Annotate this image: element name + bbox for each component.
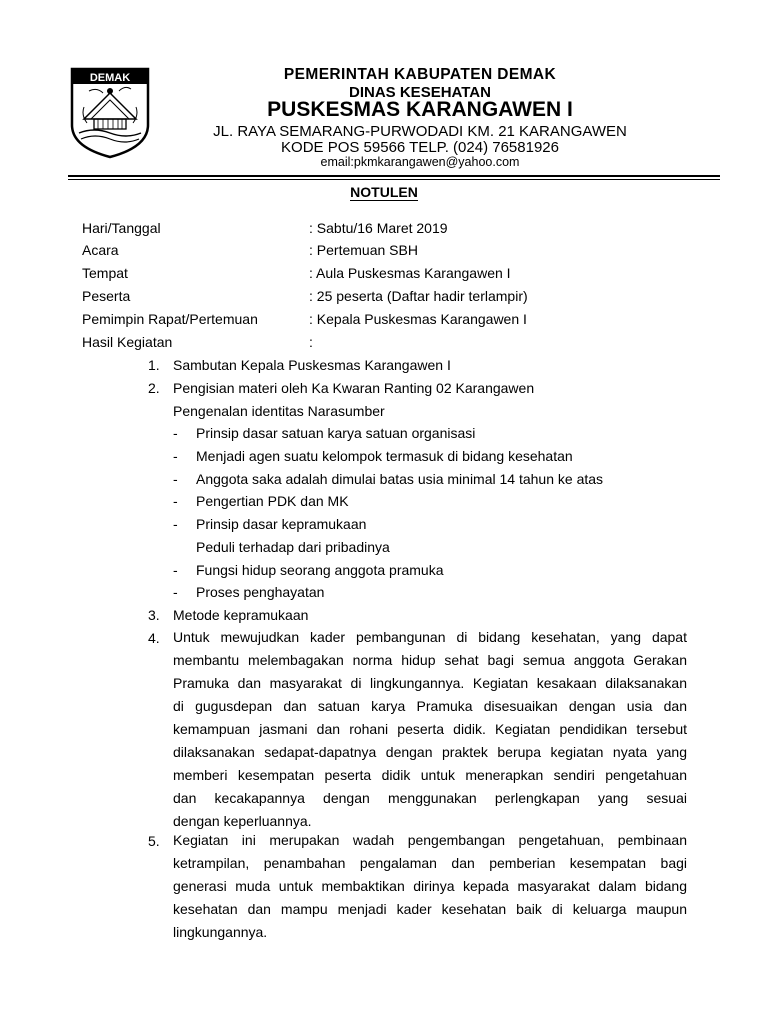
header-email: email:pkmkarangawen@yahoo.com bbox=[320, 155, 520, 169]
paragraph-line: Pramuka dan masyarakat di lingkungannya. Kegiatan kesakaan dilaksanakan bbox=[173, 675, 687, 691]
bullet-item: Prinsip dasar satuan karya satuan organisasi bbox=[196, 425, 476, 441]
bullet-item: Anggota saka adalah dimulai batas usia minimal 14 tahun ke atas bbox=[196, 471, 604, 487]
bullet-item: Pengertian PDK dan MK bbox=[196, 493, 349, 509]
field-value-place: : Aula Puskesmas Karangawen I bbox=[309, 265, 511, 281]
paragraph-line: kemampuan jasmani dan rohani peserta didik. Kegiatan pendidikan tersebut bbox=[173, 721, 687, 737]
item-number: 4. bbox=[148, 630, 160, 646]
header-rule-thick bbox=[68, 175, 720, 177]
field-label-date: Hari/Tanggal bbox=[82, 220, 161, 236]
paragraph-line: di gugusdepan dan satuan karya Pramuka disesuaikan dengan usia dan bbox=[173, 698, 687, 714]
paragraph-line: kesehatan dan mampu menjadi kader kesehatan baik di keluarga maupun bbox=[173, 901, 687, 917]
field-label-leader: Pemimpin Rapat/Pertemuan bbox=[82, 311, 258, 327]
bullet-item: Menjadi agen suatu kelompok termasuk di bidang kesehatan bbox=[196, 448, 573, 464]
bullet-dash: - bbox=[173, 562, 178, 578]
field-label-event: Acara bbox=[82, 242, 119, 258]
paragraph-line: Untuk mewujudkan kader pembangunan di bidang kesehatan, yang dapat bbox=[173, 629, 687, 645]
header-government: PEMERINTAH KABUPATEN DEMAK bbox=[283, 66, 557, 83]
bullet-item: Prinsip dasar kepramukaan bbox=[196, 516, 367, 532]
header-rule-thin bbox=[68, 179, 720, 180]
bullet-dash: - bbox=[173, 448, 178, 464]
list-item: Pengisian materi oleh Ka Kwaran Ranting 02 Karangawen bbox=[173, 380, 535, 396]
paragraph-line: dilaksanakan sedapat-dapatnya dengan praktek berupa kegiatan nyata yang bbox=[173, 744, 687, 760]
bullet-dash: - bbox=[173, 471, 178, 487]
header-address: JL. RAYA SEMARANG-PURWODADI KM. 21 KARANGAWEN bbox=[213, 123, 627, 140]
list-item: Metode kepramukaan bbox=[173, 607, 309, 623]
bullet-dash: - bbox=[173, 584, 178, 600]
paragraph-line: dan kecakapannya dengan menggunakan perlengkapan yang sesuai bbox=[173, 790, 687, 806]
bullet-dash: - bbox=[173, 493, 178, 509]
bullet-item: Proses penghayatan bbox=[196, 584, 325, 600]
field-value-date: : Sabtu/16 Maret 2019 bbox=[309, 220, 448, 236]
paragraph-line: dengan keperluannya. bbox=[173, 813, 312, 829]
bullet-continuation: Peduli terhadap dari pribadinya bbox=[196, 539, 390, 555]
bullet-item: Fungsi hidup seorang anggota pramuka bbox=[196, 562, 444, 578]
field-value-leader: : Kepala Puskesmas Karangawen I bbox=[309, 311, 527, 327]
list-item-subtext: Pengenalan identitas Narasumber bbox=[173, 403, 385, 419]
paragraph-line: memberi kesempatan peserta didik untuk menerapkan sendiri pengetahuan bbox=[173, 767, 687, 783]
paragraph-line: ketrampilan, penambahan pengalaman dan pemberian kesempatan bagi bbox=[173, 855, 687, 871]
item-number: 5. bbox=[148, 833, 160, 849]
field-value-participants: : 25 peserta (Daftar hadir terlampir) bbox=[309, 288, 528, 304]
paragraph-line: lingkungannya. bbox=[173, 924, 268, 940]
bullet-dash: - bbox=[173, 425, 178, 441]
document-title: NOTULEN bbox=[350, 184, 418, 200]
demak-logo bbox=[69, 67, 151, 159]
list-item-paragraph bbox=[173, 626, 687, 833]
field-label-results: Hasil Kegiatan bbox=[82, 334, 173, 350]
item-number: 3. bbox=[148, 607, 160, 623]
header-department: DINAS KESEHATAN bbox=[349, 84, 491, 101]
field-value-results: : bbox=[309, 334, 313, 350]
header-institution: PUSKESMAS KARANGAWEN I bbox=[267, 98, 573, 121]
field-label-participants: Peserta bbox=[82, 288, 131, 304]
header-postal-phone: KODE POS 59566 TELP. (024) 76581926 bbox=[281, 139, 559, 156]
field-value-event: : Pertemuan SBH bbox=[309, 242, 418, 258]
list-item: Sambutan Kepala Puskesmas Karangawen I bbox=[173, 357, 451, 373]
paragraph-line: generasi muda untuk membaktikan dirinya kepada masyarakat dalam bidang bbox=[173, 878, 687, 894]
paragraph-line: Kegiatan ini merupakan wadah pengembangan pengetahuan, pembinaan bbox=[173, 832, 687, 848]
paragraph-line: membantu melembagakan norma hidup sehat bagi semua anggota Gerakan bbox=[173, 652, 687, 668]
item-number: 2. bbox=[148, 380, 160, 396]
field-label-place: Tempat bbox=[82, 265, 128, 281]
logo-text: DEMAK bbox=[89, 72, 131, 84]
item-number: 1. bbox=[148, 357, 160, 373]
list-item-paragraph bbox=[173, 829, 687, 944]
bullet-dash: - bbox=[173, 516, 178, 532]
